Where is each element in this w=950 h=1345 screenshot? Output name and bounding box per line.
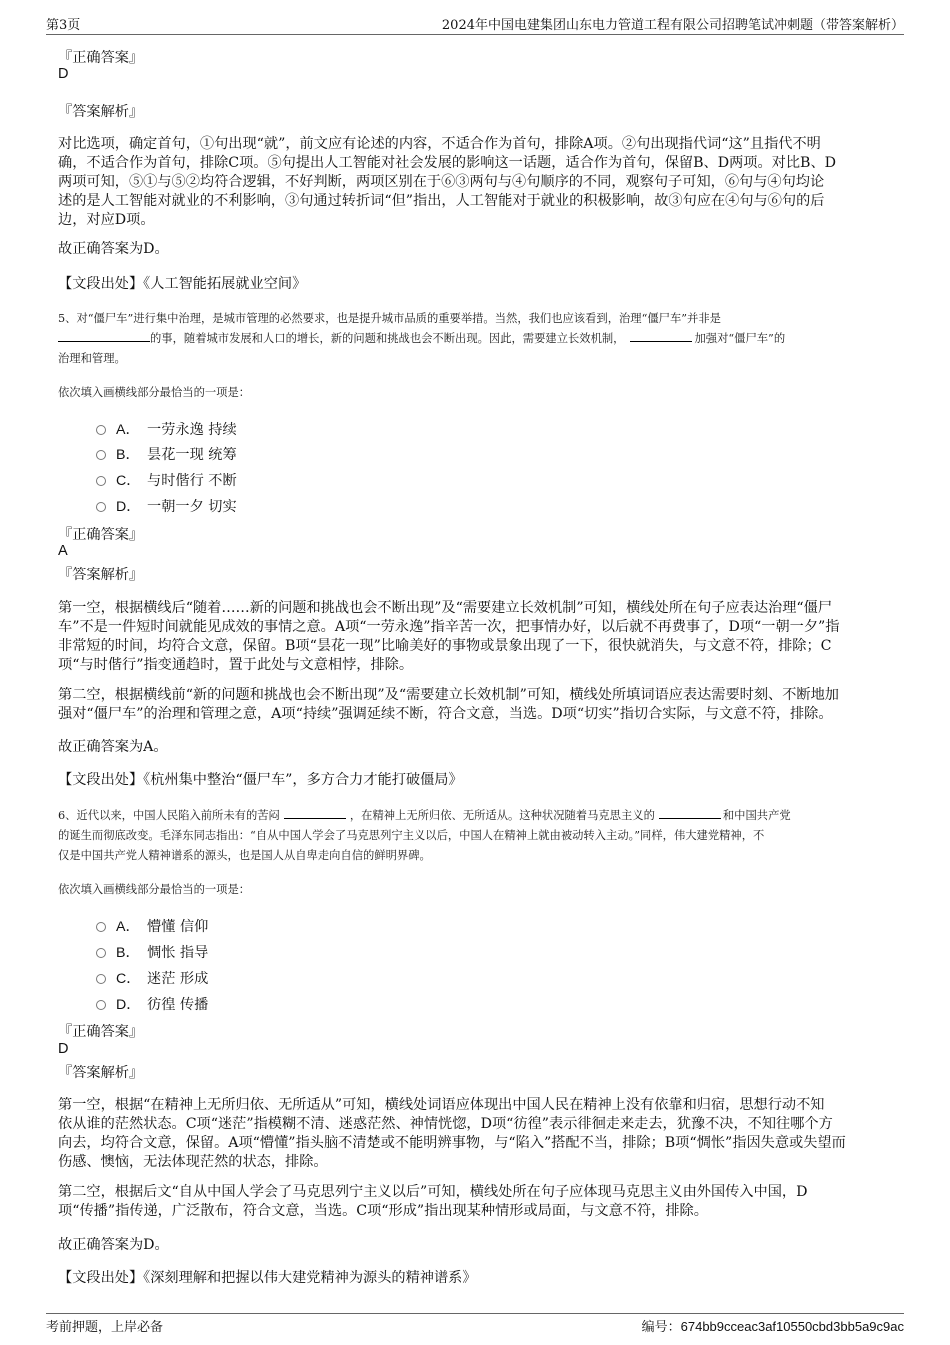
footer-slogan: 考前押题，上岸必备 [46, 1320, 164, 1335]
correct-answer-value: D [58, 66, 69, 82]
source-title: 《深刻理解和把握以伟大建党精神为源头的精神谱系》 [143, 1270, 477, 1286]
document-code: 编号：674bb9cceac3af10550cbd3bb5a9c9ac [641, 1319, 904, 1334]
analysis-paragraph [58, 686, 894, 724]
text-line: 述的是人工智能对就业的不利影响，③句通过转折词“但”指出，人工智能对于就业的积极影响，故③句应在④句与⑥句的后 [58, 193, 825, 209]
text-line: 非常短的时间，均符合文意，保留。B项“昙花一现”比喻美好的事物或景象出现了一下，很快就消失，与文意不符，排除；C [58, 638, 832, 654]
document-title: 2024年中国电建集团山东电力管道工程有限公司招聘笔试冲刺题（带答案解析） [441, 18, 904, 33]
conclusion: 故正确答案为A。 [58, 739, 168, 755]
text-line: 确，不适合作为首句，排除C项。⑤句提出人工智能对社会发展的影响这一话题，适合作为首句，保留B、D两项。对比B、D [58, 155, 837, 171]
correct-answer-value: D [58, 1041, 69, 1057]
analysis-paragraph [58, 1096, 894, 1172]
source-line [58, 275, 894, 294]
radio-icon[interactable] [96, 502, 106, 512]
source-label: 【文段出处】 [58, 1270, 144, 1286]
question-stem [58, 806, 894, 866]
source-title: 《人工智能拓展就业空间》 [143, 276, 307, 292]
page-header [46, 14, 904, 35]
radio-icon[interactable] [96, 948, 106, 958]
blank-line [630, 329, 692, 342]
text-line: 两项可知，⑤①与⑤②均符合逻辑，不好判断，两项区别在于⑥③两句与④句顺序的不同，观察句子可知，⑥句与④句均论 [58, 174, 825, 190]
text-line: 的诞生而彻底改变。毛泽东同志指出：“自从中国人学会了马克思列宁主义以后，中国人在精神上就由被动转入主动。”同样，伟大建党精神，不 [58, 829, 765, 842]
radio-icon[interactable] [96, 425, 106, 435]
text-line: 第一空，根据“在精神上无所归依、无所适从”可知，横线处词语应体现出中国人民在精神上没有依靠和归宿，思想行动不知 [58, 1097, 825, 1113]
text-line: 6、近代以来，中国人民陷入前所未有的苦闷 ，在精神上无所归依、无所适从。这种状况随着马克思主义的 和中国共产党 [58, 806, 894, 826]
source-label: 【文段出处】 [58, 772, 144, 788]
question-prompt: 依次填入画横线部分最恰当的一项是： [58, 883, 251, 896]
correct-answer-label: 『正确答案』 [58, 1024, 144, 1040]
blank-line [58, 329, 150, 342]
radio-icon[interactable] [96, 922, 106, 932]
text-line: 第二空，根据后文“自从中国人学会了马克思列宁主义以后”可知，横线处所在句子应体现马克思主义由外国传入中国，D [58, 1184, 808, 1200]
question-prompt: 依次填入画横线部分最恰当的一项是： [58, 386, 251, 399]
correct-answer-value: A [58, 543, 68, 559]
option-c[interactable]: C． 迷茫 形成 [96, 968, 208, 988]
analysis-label: 『答案解析』 [58, 1065, 144, 1081]
text-line: 伤感、懊恼，无法体现茫然的状态，排除。 [58, 1154, 328, 1170]
correct-answer-label: 『正确答案』 [58, 50, 144, 66]
text-line: 车”不是一件短时间就能见成效的事情之意。A项“一劳永逸”指辛苦一次，把事情办好，以后就不再费事了，D项“一朝一夕”指 [58, 619, 840, 635]
text-line: 的事，随着城市发展和人口的增长，新的问题和挑战也会不断出现。因此，需要建立长效机制， 加强对“僵尸车”的 [58, 329, 894, 349]
text-line: 治理和管理。 [58, 352, 126, 365]
option-c[interactable]: C． 与时偕行 不断 [96, 470, 237, 490]
text-line: 项“传播”指传递，广泛散布，符合文意，当选。C项“形成”指出现某种情形或局面，与文意不符，排除。 [58, 1203, 708, 1219]
option-a[interactable]: A． 懵懂 信仰 [96, 916, 208, 936]
text-line: 向去，均符合文意，保留。A项“懵懂”指头脑不清楚或不能明辨事物，与“陷入”搭配不当，排除；B项“惆怅”指因失意或失望而 [58, 1135, 846, 1151]
analysis-label: 『答案解析』 [58, 104, 144, 120]
analysis-paragraph [58, 135, 894, 230]
conclusion: 故正确答案为D。 [58, 1237, 169, 1253]
option-b[interactable]: B． 惆怅 指导 [96, 942, 208, 962]
text-line: 依从谁的茫然状态。C项“迷茫”指模糊不清、迷惑茫然、神情恍惚，D项“彷徨”表示徘徊走来走去，犹豫不决，不知往哪个方 [58, 1116, 833, 1132]
text-line: 强对“僵尸车”的治理和管理之意，A项“持续”强调延续不断，符合文意，当选。D项“切实”指切合实际，与文意不符，排除。 [58, 706, 833, 722]
question-stem [58, 309, 894, 369]
text-line: 5、对“僵尸车”进行集中治理，是城市管理的必然要求，也是提升城市品质的重要举措。当然，我们也应该看到，治理“僵尸车”并非是 [58, 312, 721, 325]
text-line: 仅是中国共产党人精神谱系的源头，也是国人从自卑走向自信的鲜明界碑。 [58, 849, 431, 862]
source-label: 【文段出处】 [58, 276, 144, 292]
option-a[interactable]: A． 一劳永逸 持续 [96, 419, 237, 439]
text-line: 第二空，根据横线前“新的问题和挑战也会不断出现”及“需要建立长效机制”可知，横线处所填词语应表达需要时刻、不断地加 [58, 687, 839, 703]
radio-icon[interactable] [96, 476, 106, 486]
analysis-label: 『答案解析』 [58, 567, 144, 583]
option-d[interactable]: D． 彷徨 传播 [96, 994, 208, 1014]
radio-icon[interactable] [96, 1000, 106, 1010]
source-line [58, 1269, 894, 1288]
radio-icon[interactable] [96, 974, 106, 984]
conclusion: 故正确答案为D。 [58, 241, 169, 257]
correct-answer-label: 『正确答案』 [58, 527, 144, 543]
text-line: 对比选项，确定首句，①句出现“就”，前文应有论述的内容，不适合作为首句，排除A项。②句出现指代词“这”且指代不明 [58, 136, 821, 152]
text-line: 第一空，根据横线后“随着……新的问题和挑战也会不断出现”及“需要建立长效机制”可知，横线处所在句子应表达治理“僵尸 [58, 600, 833, 616]
text-line: 边，对应D项。 [58, 212, 155, 228]
radio-icon[interactable] [96, 450, 106, 460]
source-title: 《杭州集中整治“僵尸车”，多方合力才能打破僵局》 [143, 772, 463, 788]
blank-line [284, 806, 346, 819]
analysis-paragraph [58, 599, 894, 675]
option-b[interactable]: B． 昙花一现 统筹 [96, 444, 237, 464]
option-d[interactable]: D． 一朝一夕 切实 [96, 496, 237, 516]
source-line [58, 771, 894, 790]
analysis-paragraph [58, 1183, 894, 1221]
page-number: 第3页 [46, 18, 81, 33]
page-footer [46, 1313, 904, 1335]
blank-line [659, 806, 721, 819]
text-line: 项“与时偕行”指变通趋时，置于此处与文意相悖，排除。 [58, 657, 414, 673]
